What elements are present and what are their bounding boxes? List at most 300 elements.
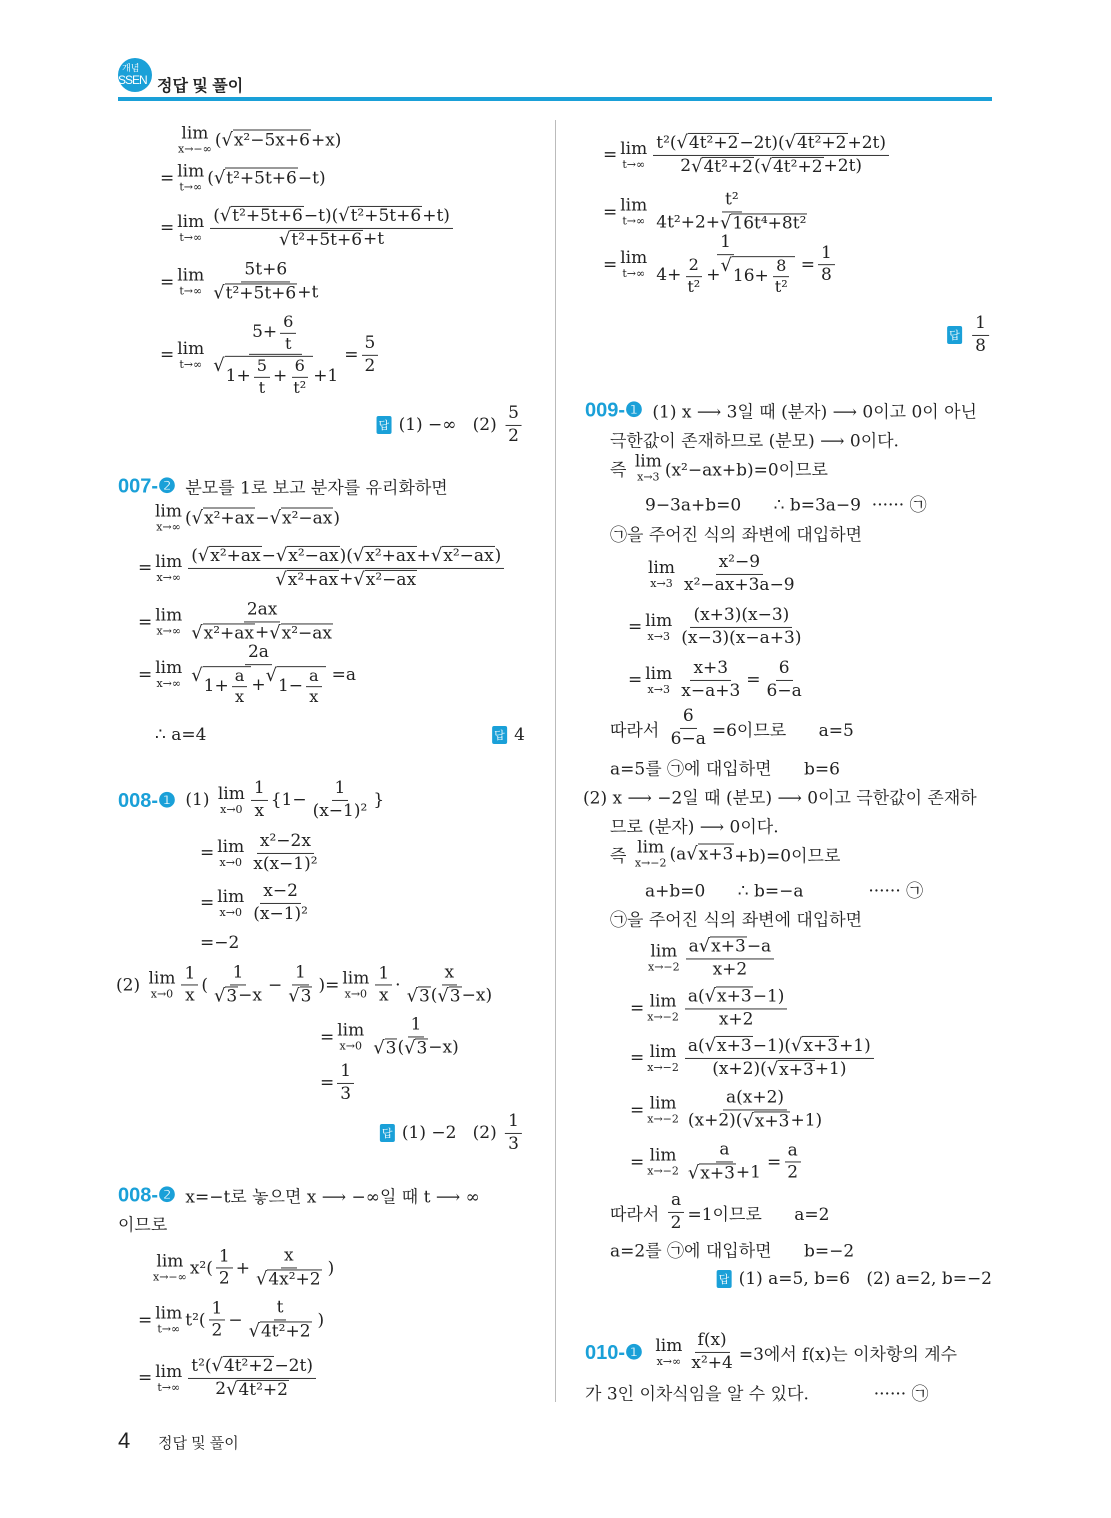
lim-word: lim (648, 557, 675, 578)
lim-word: lim (155, 658, 183, 679)
solution-line (118, 1183, 480, 1208)
numerator (686, 256, 702, 277)
square-root (270, 508, 334, 529)
math-text: 3 (226, 986, 238, 1006)
math-text: (1) a=5, b=6 (2) a=2, b=−2 (733, 1269, 992, 1289)
radical-sign-icon: √ (197, 544, 210, 566)
numerator (274, 1298, 287, 1320)
math-text: =−2 (200, 933, 240, 953)
solution-line (610, 521, 862, 546)
lim-subscript: t→∞ (179, 180, 203, 194)
math-text: x+2 (718, 1009, 754, 1029)
math-text: a( (687, 985, 705, 1006)
limit-operator (177, 211, 205, 244)
square-root (213, 283, 297, 304)
square-root (256, 1269, 322, 1290)
solution-line (320, 1062, 357, 1104)
numerator (723, 1088, 787, 1110)
math-text: a (787, 1139, 798, 1160)
math-text: ( (207, 168, 214, 188)
radical-sign-icon: √ (255, 1268, 268, 1289)
denominator (256, 378, 269, 398)
math-text: t (258, 377, 266, 397)
radicand (203, 666, 252, 707)
lim-word: lim (181, 123, 209, 144)
limit-operator (647, 991, 679, 1024)
square-root (220, 206, 304, 227)
math-text: 4x²+2 (268, 1269, 321, 1289)
math-text: {1− (270, 790, 307, 810)
limit-operator (155, 1361, 183, 1394)
radicand (225, 986, 238, 1007)
math-text: = (603, 202, 618, 222)
fraction (253, 1246, 325, 1289)
solution-line (160, 260, 324, 303)
lim-word: lim (634, 451, 662, 472)
math-text: x+3 (779, 1059, 814, 1080)
limit-operator (153, 1251, 187, 1284)
lim-word: lim (620, 138, 648, 159)
math-text: 3 (449, 986, 461, 1006)
math-text: ( (213, 205, 220, 226)
denominator (505, 426, 522, 447)
denominator (685, 1110, 825, 1132)
numerator (244, 600, 281, 622)
answer-badge: 답 (947, 326, 962, 344)
math-text: t² (774, 277, 788, 297)
math-text: 1 (340, 1060, 352, 1081)
radicand (277, 666, 326, 707)
numerator (722, 190, 742, 212)
radicand (287, 546, 339, 567)
radicand (290, 230, 363, 251)
math-text: + (251, 675, 266, 696)
math-text: = (138, 612, 153, 632)
math-text: (2) (116, 975, 146, 995)
denominator (404, 985, 496, 1007)
math-text: 4t²+2 (688, 132, 739, 153)
radical-sign-icon: √ (275, 568, 287, 590)
solution-line (610, 813, 779, 838)
lim-subscript: x→−2 (634, 856, 667, 870)
math-text: = (630, 1100, 645, 1120)
lim-subscript: x→−∞ (153, 1270, 187, 1284)
radical-sign-icon: √ (248, 1320, 260, 1341)
math-text: 4t²+2+ (656, 212, 721, 233)
limit-operator (634, 837, 667, 870)
denominator (272, 569, 420, 591)
radical-sign-icon: √ (269, 507, 282, 529)
lim-subscript: x→−2 (647, 1010, 679, 1024)
math-text: x+2 (712, 959, 748, 979)
radical-sign-icon: √ (720, 212, 732, 233)
math-text: ∴ a=4 (155, 725, 207, 745)
solution-line (160, 161, 326, 194)
lim-subscript: x→3 (647, 629, 670, 643)
numerator (408, 1015, 425, 1037)
fraction (784, 1141, 801, 1183)
square-root (431, 546, 495, 567)
problem-number: 008-❷ (118, 1184, 176, 1207)
math-text: +1 (735, 1162, 761, 1183)
square-root (742, 1111, 790, 1132)
lim-word: lim (148, 968, 176, 989)
section-title: 정답 및 풀이 (157, 78, 244, 95)
math-text: 6 (283, 311, 294, 331)
math-text: } (373, 790, 385, 810)
square-root (213, 356, 313, 397)
math-text: 4t²+2 (260, 1321, 311, 1341)
math-text: (2) x ⟶ −2일 때 (분모) ⟶ 0이고 극한값이 존재하 (583, 788, 977, 809)
math-text: = (160, 272, 175, 292)
limit-operator (155, 605, 183, 638)
solution-line (610, 707, 854, 749)
solution-line (200, 882, 314, 924)
numerator (716, 553, 763, 575)
math-text: x−a+3 (681, 680, 741, 701)
solution-line (585, 1380, 929, 1405)
square-root (761, 157, 824, 178)
fraction (681, 553, 798, 595)
denominator (505, 1134, 522, 1155)
lim-subscript: x→−2 (647, 1060, 679, 1074)
denominator (685, 1162, 764, 1184)
solution-line (138, 600, 339, 643)
math-text: (x−1)² (312, 800, 368, 821)
answer-line (492, 725, 525, 745)
math-text: 6 (294, 356, 305, 375)
math-text: = (160, 168, 175, 188)
denominator (246, 1320, 315, 1342)
math-text: t²+5t+6 (350, 205, 422, 226)
math-text: x (254, 800, 265, 821)
math-text: = (320, 1073, 335, 1093)
math-text: x+3 (754, 1111, 790, 1131)
radicand (365, 570, 417, 591)
solution-line (645, 553, 801, 595)
numerator (686, 936, 775, 959)
fraction (188, 1356, 316, 1400)
answer-badge: 답 (380, 1124, 395, 1142)
numerator (188, 1356, 316, 1379)
square-root (699, 936, 747, 957)
math-text: 1 (334, 777, 346, 798)
math-text: ) (333, 508, 341, 528)
math-text: +t) (422, 205, 450, 226)
denominator (710, 959, 751, 980)
math-text: −x (238, 985, 262, 1006)
math-text: 1 (294, 962, 306, 983)
radical-sign-icon: √ (213, 282, 225, 303)
limit-operator (647, 1093, 679, 1126)
denominator (684, 277, 703, 297)
solution-line (118, 1211, 167, 1236)
denominator (668, 729, 709, 750)
radical-sign-icon: √ (219, 204, 232, 226)
math-text: 2a (247, 642, 269, 663)
limit-operator (645, 663, 673, 696)
solution-line (610, 837, 841, 870)
limit-operator (645, 610, 673, 643)
square-root (192, 508, 256, 529)
math-text: 5 (256, 356, 267, 375)
math-text: 16t⁴+8t² (732, 213, 807, 233)
solution-line (645, 491, 927, 516)
radical-sign-icon: √ (213, 985, 226, 1006)
radical-sign-icon: √ (704, 985, 717, 1007)
fraction (686, 936, 775, 979)
math-text: )( (339, 545, 353, 566)
numerator (785, 1141, 801, 1163)
math-text: 1 (211, 1297, 223, 1318)
math-text: 1 (232, 962, 244, 983)
limit-operator (155, 501, 182, 534)
math-text: 따라서 (610, 720, 665, 741)
numerator (245, 643, 272, 665)
radicand (231, 206, 304, 227)
answer-badge: 답 (717, 1270, 732, 1288)
math-text: = (138, 664, 153, 685)
math-text: 이므로 (118, 1215, 168, 1236)
radical-sign-icon: √ (766, 1058, 779, 1080)
radicand (203, 508, 255, 529)
fraction (306, 667, 322, 707)
column-divider (555, 120, 556, 1402)
numerator (695, 1331, 730, 1353)
math-text: −1)( (752, 1035, 792, 1056)
lim-word: lim (217, 886, 245, 907)
math-text: t²( (656, 132, 677, 153)
math-text: x (444, 962, 455, 983)
math-text: x+3 (698, 844, 734, 865)
solution-line (630, 1088, 828, 1131)
lim-subscript: x→∞ (156, 520, 181, 534)
square-root (721, 256, 795, 297)
radicand (778, 1060, 815, 1081)
lim-subscript: t→∞ (157, 1322, 181, 1336)
limit-operator (155, 1303, 183, 1336)
header-rule (118, 97, 992, 101)
radicand (385, 1038, 398, 1059)
numerator (776, 659, 793, 681)
square-root (353, 546, 417, 567)
limit-operator (217, 836, 245, 869)
square-root (191, 623, 255, 644)
answer-line (947, 314, 992, 356)
math-text: a=5를 ㉠에 대입하면 b=6 (610, 759, 840, 780)
denominator (653, 212, 810, 234)
math-text: x+3 (700, 1163, 735, 1183)
math-text: 1 (378, 962, 390, 983)
math-text: = (630, 1048, 645, 1068)
radical-sign-icon: √ (226, 1378, 238, 1400)
denominator (678, 681, 743, 702)
limit-operator (647, 1145, 679, 1178)
radicand (732, 256, 795, 297)
square-root (226, 1380, 289, 1401)
math-text: −a (746, 935, 772, 956)
answer-badge: 답 (492, 726, 507, 744)
lim-word: lim (155, 501, 182, 522)
math-text: (x+3)(x−3) (693, 604, 790, 625)
lim-subscript: t→∞ (622, 214, 646, 228)
solution-line (150, 1246, 334, 1289)
solution-line (118, 474, 448, 499)
math-text: 4t²+2 (223, 1355, 274, 1376)
math-text: x²( (189, 1258, 213, 1278)
fraction (404, 963, 496, 1006)
limit-operator (155, 551, 183, 584)
fraction (668, 1191, 685, 1233)
math-text: x+3 (717, 1035, 752, 1056)
lim-subscript: t→∞ (622, 157, 646, 171)
radicand (772, 157, 824, 178)
solution-line (175, 123, 342, 156)
fraction (684, 256, 703, 296)
math-text: x²+4 (691, 1352, 733, 1373)
square-root (214, 986, 238, 1007)
fraction (210, 260, 321, 303)
math-text: t²+5t+6 (225, 283, 297, 303)
lim-word: lim (649, 1093, 677, 1114)
radicand (731, 213, 807, 234)
radicand (281, 623, 333, 644)
square-root (791, 1036, 839, 1057)
math-text: +1 (313, 365, 339, 386)
radical-sign-icon: √ (288, 985, 300, 1006)
math-text: x (234, 687, 245, 707)
radicand (442, 546, 494, 567)
solution-line (152, 501, 341, 534)
denominator (668, 1213, 685, 1234)
math-text: 가 3인 이차식임을 알 수 있다. ······ ㉠ (585, 1384, 929, 1405)
math-text: −t)( (303, 205, 339, 226)
solution-line (610, 1191, 829, 1233)
solution-line (630, 986, 790, 1029)
numerator (680, 707, 697, 729)
math-text: 6−a (670, 728, 706, 749)
math-text: ) (317, 1310, 325, 1330)
math-text: 2 (787, 1162, 799, 1183)
math-text: 6−a (766, 680, 802, 701)
math-text: −t) (297, 168, 326, 188)
math-text: 8 (975, 335, 986, 356)
lim-subscript: x→0 (219, 905, 242, 919)
math-text: t²( (185, 1310, 206, 1330)
lim-subscript: x→3 (637, 470, 660, 484)
math-text: +t (363, 229, 385, 249)
square-root (767, 1060, 815, 1081)
math-text: = (630, 998, 645, 1018)
math-text: 9−3a+b=0 ∴ b=3a−9 ······ ㉠ (645, 495, 927, 516)
numerator (717, 233, 734, 255)
numerator (505, 404, 522, 426)
math-text: x+3 (693, 657, 729, 678)
fraction (772, 257, 791, 297)
math-text: = (628, 670, 643, 690)
math-text: x+3 (803, 1035, 839, 1056)
math-text: (a (669, 844, 687, 864)
math-text: = (766, 1152, 782, 1172)
radical-sign-icon: √ (191, 664, 203, 686)
fraction (370, 1015, 462, 1058)
math-text: = (138, 1368, 153, 1388)
math-text: a(x+2) (726, 1087, 785, 1108)
math-text: (x+2)( (712, 1059, 767, 1079)
numerator (972, 314, 989, 336)
solution-line (603, 133, 892, 177)
math-text: +1) (814, 1059, 847, 1079)
lim-word: lim (155, 551, 183, 572)
math-text: 2 (688, 255, 699, 275)
numerator (716, 1140, 732, 1162)
fraction (685, 986, 788, 1029)
square-root (214, 168, 298, 189)
fraction (653, 190, 810, 233)
solution-line (155, 725, 206, 745)
math-text: x²+ax (203, 623, 254, 643)
denominator (212, 1379, 292, 1401)
denominator (310, 801, 371, 822)
fraction (678, 659, 743, 701)
square-root (705, 1036, 753, 1057)
square-root (373, 1038, 397, 1059)
radicand (418, 986, 431, 1007)
lim-subscript: t→∞ (179, 357, 203, 371)
square-root (688, 1163, 736, 1184)
denominator (188, 622, 336, 644)
lim-subscript: x→0 (150, 987, 174, 1001)
limit-operator (655, 1335, 683, 1368)
answer-badge: 답 (377, 416, 392, 434)
math-text: a (234, 665, 245, 685)
numerator (337, 1062, 354, 1084)
lim-word: lim (649, 1145, 677, 1166)
fraction (688, 1331, 735, 1373)
math-text: (1) −∞ (2) (393, 415, 503, 435)
radicand (225, 283, 298, 304)
math-text: x²−ax+3a−9 (684, 574, 795, 595)
lim-word: lim (645, 663, 673, 684)
limit-operator (620, 195, 648, 228)
fraction (653, 233, 798, 297)
radical-sign-icon: √ (279, 228, 291, 250)
math-text: a (671, 1189, 682, 1210)
math-text: − (261, 545, 276, 566)
math-text: −2t) (274, 1355, 313, 1376)
math-text: 1+ (225, 366, 251, 387)
math-text: ㉠을 주어진 식의 좌변에 대입하면 (610, 525, 863, 546)
math-text: x+3 (711, 936, 746, 957)
math-text: ( (191, 545, 198, 566)
math-text: t²+5t+6 (226, 168, 297, 189)
solution-line (116, 963, 498, 1006)
radicand (260, 1321, 312, 1342)
radicand (237, 1380, 289, 1401)
limit-operator (647, 1041, 679, 1074)
solution-line (200, 933, 239, 953)
math-text: 8 (776, 255, 787, 275)
radical-sign-icon: √ (691, 155, 703, 177)
solution-line (138, 643, 356, 707)
square-root (221, 130, 311, 151)
radicand (699, 1163, 736, 1184)
lim-word: lim (650, 941, 678, 962)
answer-line (717, 1269, 992, 1289)
numerator (210, 206, 453, 229)
radical-sign-icon: √ (353, 568, 365, 590)
lim-word: lim (156, 1251, 184, 1272)
